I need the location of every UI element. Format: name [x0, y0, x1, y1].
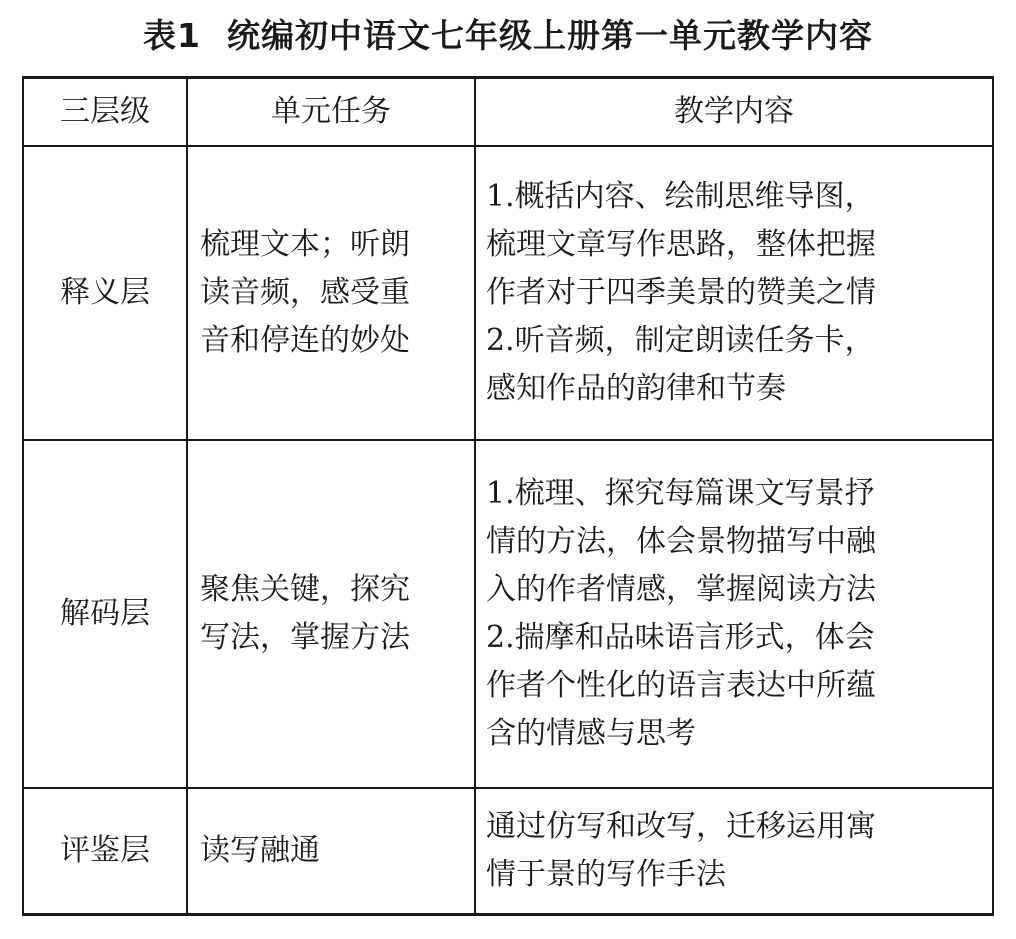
- content-line: 入的作者情感，掌握阅读方法: [486, 572, 876, 607]
- content-line: 感知作品的韵律和节奏: [486, 371, 786, 406]
- content-line: 1.梳理、探究每篇课文写景抒: [486, 476, 875, 511]
- task-line: 聚焦关键，探究: [200, 572, 410, 607]
- table-title: 统编初中语文七年级上册第一单元教学内容: [226, 16, 873, 55]
- table-number: 表1: [143, 16, 201, 55]
- content-line: 作者个性化的语言表达中所蕴: [486, 668, 876, 703]
- table-row: [23, 788, 993, 915]
- content-line: 2.听音频，制定朗读任务卡，: [486, 323, 875, 358]
- task-cell: [187, 146, 475, 440]
- table-row: [23, 146, 993, 440]
- content-line: 2.揣摩和品味语言形式，体会: [486, 620, 875, 655]
- content-cell: [475, 788, 993, 915]
- content-line: 情的方法，体会景物描写中融: [486, 524, 876, 559]
- content-line: 情于景的写作手法: [486, 857, 726, 892]
- header-task: 单元任务: [187, 78, 475, 147]
- table-caption: [0, 14, 1016, 58]
- task-line: 音和停连的妙处: [200, 323, 410, 358]
- task-line: 写法，掌握方法: [200, 620, 410, 655]
- task-cell: [187, 788, 475, 915]
- header-row: [23, 78, 993, 147]
- level-cell: 评鉴层: [23, 788, 187, 915]
- header-content: 教学内容: [475, 78, 993, 147]
- task-line: 梳理文本；听朗: [200, 227, 410, 262]
- task-line: 读音频，感受重: [200, 275, 410, 310]
- content-cell: [475, 146, 993, 440]
- content-line: 通过仿写和改写，迁移运用寓: [486, 809, 876, 844]
- level-cell: 解码层: [23, 440, 187, 788]
- content-line: 含的情感与思考: [486, 716, 696, 751]
- content-line: 梳理文章写作思路，整体把握: [486, 227, 876, 262]
- task-line: 读写融通: [200, 833, 320, 868]
- header-level: 三层级: [23, 78, 187, 147]
- table-row: [23, 440, 993, 788]
- task-cell: [187, 440, 475, 788]
- content-line: 1.概括内容、绘制思维导图，: [486, 179, 875, 214]
- level-cell: 释义层: [23, 146, 187, 440]
- content-cell: [475, 440, 993, 788]
- content-line: 作者对于四季美景的赞美之情: [486, 275, 876, 310]
- teaching-content-table: [22, 76, 994, 916]
